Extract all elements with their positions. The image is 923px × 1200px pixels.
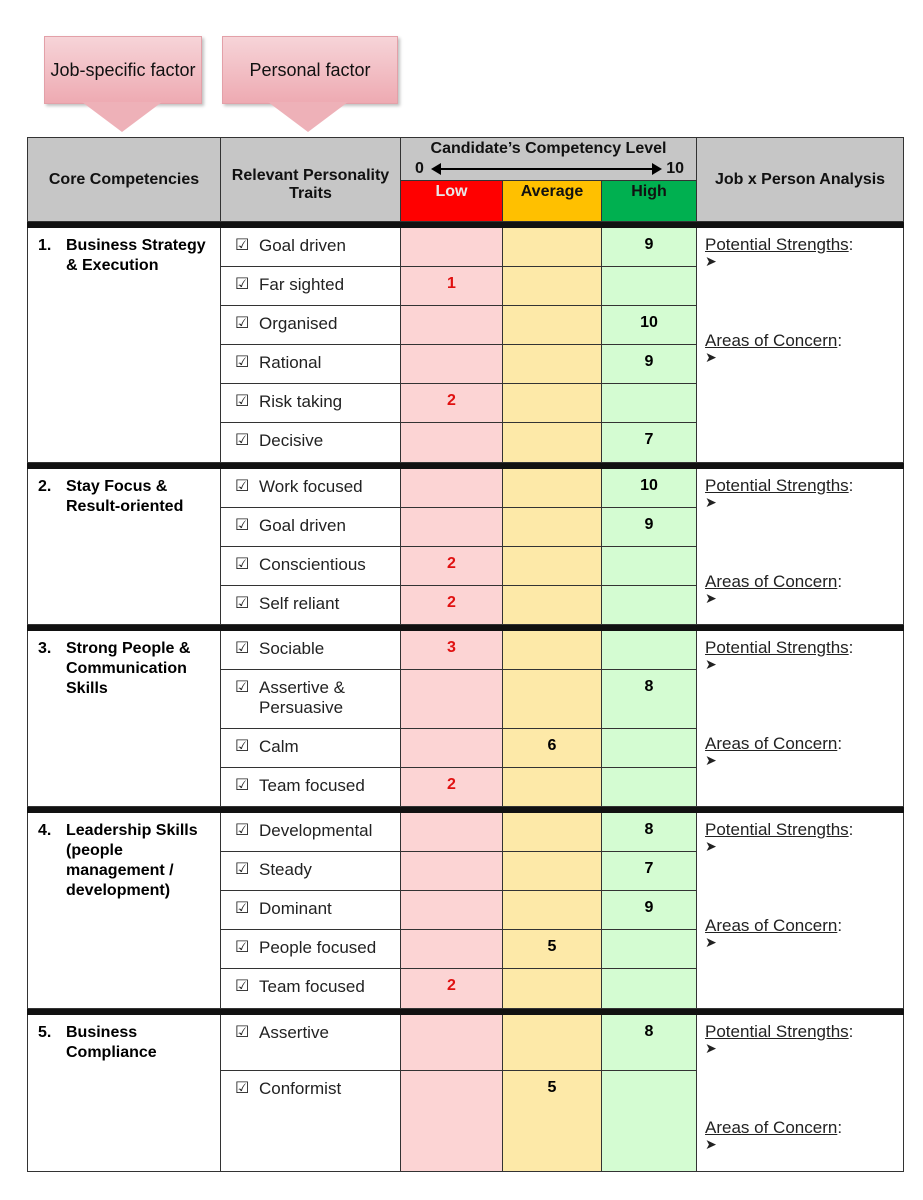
avg-band-cell	[503, 891, 602, 930]
checked-box-icon: ☑	[235, 640, 250, 657]
trait-row	[28, 631, 904, 670]
label-colon: :	[837, 331, 843, 350]
axis-max-label: 10	[666, 160, 685, 177]
trait-name: Far sighted	[259, 275, 345, 294]
low-band-cell	[401, 345, 503, 384]
avg-band-cell	[503, 345, 602, 384]
checked-box-icon: ☑	[235, 276, 250, 293]
trait-name: Self reliant	[259, 594, 340, 613]
down-arrow-icon	[268, 102, 348, 132]
avg-band-cell	[503, 670, 602, 729]
competency-cell	[28, 1015, 221, 1172]
avg-band-cell	[503, 469, 602, 508]
checked-box-icon: ☑	[235, 1080, 250, 1097]
areas-of-concern-label: Areas of Concern	[705, 734, 838, 753]
personal-factor-label: Personal factor	[222, 36, 398, 104]
high-score-cell: 9	[602, 345, 697, 384]
potential-strengths-label: Potential Strengths	[705, 235, 849, 254]
checked-box-icon: ☑	[235, 393, 250, 410]
trait-name: Conformist	[259, 1079, 342, 1098]
trait-cell	[221, 729, 401, 768]
trait-cell	[221, 670, 401, 729]
high-score-cell: 10	[602, 306, 697, 345]
competency-name: Strong People & Communication Skills	[66, 640, 191, 697]
potential-strengths-label: Potential Strengths	[705, 1022, 849, 1041]
label-colon: :	[848, 476, 854, 495]
competency-cell	[28, 631, 221, 807]
low-band-cell	[401, 729, 503, 768]
high-score-cell: 9	[602, 891, 697, 930]
high-band-cell	[602, 547, 697, 586]
trait-row	[28, 228, 904, 267]
trait-name: Steady	[259, 860, 312, 879]
checked-box-icon: ☑	[235, 237, 250, 254]
arrow-bullet-icon: ➤	[705, 656, 717, 672]
trait-name: Assertive	[259, 1023, 329, 1042]
low-band-cell	[401, 670, 503, 729]
competency-name: Leadership Skills (people management / development)	[66, 822, 198, 899]
trait-name: Decisive	[259, 431, 324, 450]
high-score-cell: 7	[602, 852, 697, 891]
low-band-cell	[401, 930, 503, 969]
arrow-bullet-icon: ➤	[705, 1040, 717, 1056]
high-band-cell	[602, 384, 697, 423]
trait-cell	[221, 508, 401, 547]
trait-cell	[221, 469, 401, 508]
trait-cell	[221, 1071, 401, 1172]
trait-cell	[221, 969, 401, 1009]
competency-level-header	[401, 138, 697, 181]
avg-score-cell: 5	[503, 1071, 602, 1172]
trait-row	[28, 813, 904, 852]
trait-cell	[221, 768, 401, 807]
low-band-cell	[401, 891, 503, 930]
checked-box-icon: ☑	[235, 939, 250, 956]
trait-name: Sociable	[259, 639, 325, 658]
trait-cell	[221, 586, 401, 625]
trait-cell	[221, 547, 401, 586]
low-band-cell	[401, 306, 503, 345]
label-colon: :	[848, 1022, 854, 1041]
low-score-cell: 3	[401, 631, 503, 670]
trait-row	[28, 469, 904, 508]
areas-of-concern-label: Areas of Concern	[705, 572, 838, 591]
avg-band-cell	[503, 768, 602, 807]
avg-band-cell	[503, 852, 602, 891]
low-score-cell: 2	[401, 384, 503, 423]
competency-number: 2.	[38, 478, 52, 495]
competency-table	[27, 137, 904, 1172]
checked-box-icon: ☑	[235, 517, 250, 534]
analysis-cell	[697, 813, 904, 1009]
label-colon: :	[837, 1118, 843, 1137]
job-specific-factor-label: Job-specific factor	[44, 36, 202, 104]
checked-box-icon: ☑	[235, 679, 250, 696]
label-colon: :	[837, 572, 843, 591]
trait-name: Assertive & Persuasive	[259, 678, 345, 717]
arrow-bullet-icon: ➤	[705, 752, 717, 768]
competency-name: Stay Focus & Result-oriented	[66, 478, 184, 515]
avg-band-cell	[503, 631, 602, 670]
high-score-cell: 8	[602, 670, 697, 729]
trait-name: Team focused	[259, 977, 365, 996]
trait-cell	[221, 345, 401, 384]
low-band-cell	[401, 852, 503, 891]
checked-box-icon: ☑	[235, 315, 250, 332]
analysis-cell	[697, 228, 904, 463]
arrow-bullet-icon: ➤	[705, 349, 717, 365]
axis-min-label: 0	[415, 160, 424, 177]
low-band-cell	[401, 508, 503, 547]
arrow-bullet-icon: ➤	[705, 590, 717, 606]
avg-band-cell	[503, 1015, 602, 1071]
low-band-cell	[401, 228, 503, 267]
checked-box-icon: ☑	[235, 900, 250, 917]
high-band-cell	[602, 631, 697, 670]
trait-cell	[221, 631, 401, 670]
high-score-cell: 9	[602, 508, 697, 547]
trait-cell	[221, 306, 401, 345]
high-score-cell: 7	[602, 423, 697, 463]
trait-cell	[221, 267, 401, 306]
low-score-cell: 2	[401, 547, 503, 586]
competency-cell	[28, 228, 221, 463]
label-colon: :	[848, 638, 854, 657]
trait-name: Developmental	[259, 821, 373, 840]
low-score-cell: 1	[401, 267, 503, 306]
high-band-cell	[602, 1071, 697, 1172]
high-score-cell: 8	[602, 813, 697, 852]
checked-box-icon: ☑	[235, 595, 250, 612]
avg-band-cell	[503, 228, 602, 267]
avg-band-cell	[503, 547, 602, 586]
arrow-bullet-icon: ➤	[705, 494, 717, 510]
average-band-header: Average	[503, 181, 602, 222]
trait-name: Organised	[259, 314, 338, 333]
trait-name: Rational	[259, 353, 322, 372]
competency-number: 3.	[38, 640, 52, 657]
low-band-cell	[401, 1015, 503, 1071]
competency-number: 4.	[38, 822, 52, 839]
arrow-bullet-icon: ➤	[705, 934, 717, 950]
avg-band-cell	[503, 969, 602, 1009]
trait-row	[28, 1015, 904, 1071]
analysis-cell	[697, 469, 904, 625]
trait-cell	[221, 813, 401, 852]
low-score-cell: 2	[401, 969, 503, 1009]
arrow-right-icon	[652, 163, 662, 175]
trait-name: Goal driven	[259, 236, 346, 255]
trait-name: Conscientious	[259, 555, 366, 574]
trait-name: Team focused	[259, 776, 365, 795]
avg-band-cell	[503, 423, 602, 463]
high-band-cell	[602, 267, 697, 306]
trait-cell	[221, 384, 401, 423]
competency-cell	[28, 469, 221, 625]
low-band-cell	[401, 423, 503, 463]
competency-number: 1.	[38, 237, 52, 254]
down-arrow-icon	[82, 102, 162, 132]
trait-cell	[221, 930, 401, 969]
label-colon: :	[848, 820, 854, 839]
label-colon: :	[837, 916, 843, 935]
relevant-traits-header	[221, 138, 401, 222]
competency-cell	[28, 813, 221, 1009]
checked-box-icon: ☑	[235, 1024, 250, 1041]
areas-of-concern-label: Areas of Concern	[705, 331, 838, 350]
checked-box-icon: ☑	[235, 978, 250, 995]
potential-strengths-label: Potential Strengths	[705, 476, 849, 495]
arrow-bullet-icon: ➤	[705, 253, 717, 269]
checked-box-icon: ☑	[235, 861, 250, 878]
checked-box-icon: ☑	[235, 354, 250, 371]
high-score-cell: 10	[602, 469, 697, 508]
checked-box-icon: ☑	[235, 556, 250, 573]
high-band-cell	[602, 969, 697, 1009]
checked-box-icon: ☑	[235, 738, 250, 755]
high-score-cell: 8	[602, 1015, 697, 1071]
label-colon: :	[837, 734, 843, 753]
core-competencies-header: Core Competencies	[28, 138, 221, 222]
trait-cell	[221, 891, 401, 930]
axis-line	[435, 168, 658, 170]
avg-band-cell	[503, 508, 602, 547]
label-colon: :	[848, 235, 854, 254]
trait-name: Calm	[259, 737, 299, 756]
areas-of-concern-label: Areas of Concern	[705, 916, 838, 935]
trait-cell	[221, 852, 401, 891]
trait-cell	[221, 423, 401, 463]
analysis-cell	[697, 631, 904, 807]
competency-number: 5.	[38, 1024, 52, 1041]
high-band-cell	[602, 586, 697, 625]
relevant-traits-header-text: Relevant Personality Traits	[231, 166, 390, 202]
potential-strengths-label: Potential Strengths	[705, 820, 849, 839]
analysis-header: Job x Person Analysis	[697, 138, 904, 222]
low-band-cell	[401, 813, 503, 852]
areas-of-concern-label: Areas of Concern	[705, 1118, 838, 1137]
high-band-cell	[602, 768, 697, 807]
low-band-cell	[401, 469, 503, 508]
checked-box-icon: ☑	[235, 432, 250, 449]
arrow-bullet-icon: ➤	[705, 838, 717, 854]
high-band-cell	[602, 930, 697, 969]
trait-name: Goal driven	[259, 516, 346, 535]
high-band-header: High	[602, 181, 697, 222]
high-score-cell: 9	[602, 228, 697, 267]
level-scale-axis	[413, 160, 684, 176]
potential-strengths-label: Potential Strengths	[705, 638, 849, 657]
avg-band-cell	[503, 586, 602, 625]
low-band-cell	[401, 1071, 503, 1172]
low-score-cell: 2	[401, 586, 503, 625]
trait-cell	[221, 1015, 401, 1071]
avg-score-cell: 5	[503, 930, 602, 969]
avg-band-cell	[503, 306, 602, 345]
avg-score-cell: 6	[503, 729, 602, 768]
avg-band-cell	[503, 813, 602, 852]
low-score-cell: 2	[401, 768, 503, 807]
checked-box-icon: ☑	[235, 478, 250, 495]
trait-name: People focused	[259, 938, 377, 957]
avg-band-cell	[503, 267, 602, 306]
competency-level-title: Candidate’s Competency Level	[430, 140, 667, 157]
analysis-cell	[697, 1015, 904, 1172]
competency-name: Business Compliance	[66, 1024, 157, 1061]
competency-name: Business Strategy & Execution	[66, 237, 206, 274]
arrow-bullet-icon: ➤	[705, 1136, 717, 1152]
trait-cell	[221, 228, 401, 267]
high-band-cell	[602, 729, 697, 768]
trait-name: Dominant	[259, 899, 332, 918]
avg-band-cell	[503, 384, 602, 423]
trait-name: Risk taking	[259, 392, 343, 411]
trait-name: Work focused	[259, 477, 363, 496]
low-band-header: Low	[401, 181, 503, 222]
checked-box-icon: ☑	[235, 822, 250, 839]
checked-box-icon: ☑	[235, 777, 250, 794]
